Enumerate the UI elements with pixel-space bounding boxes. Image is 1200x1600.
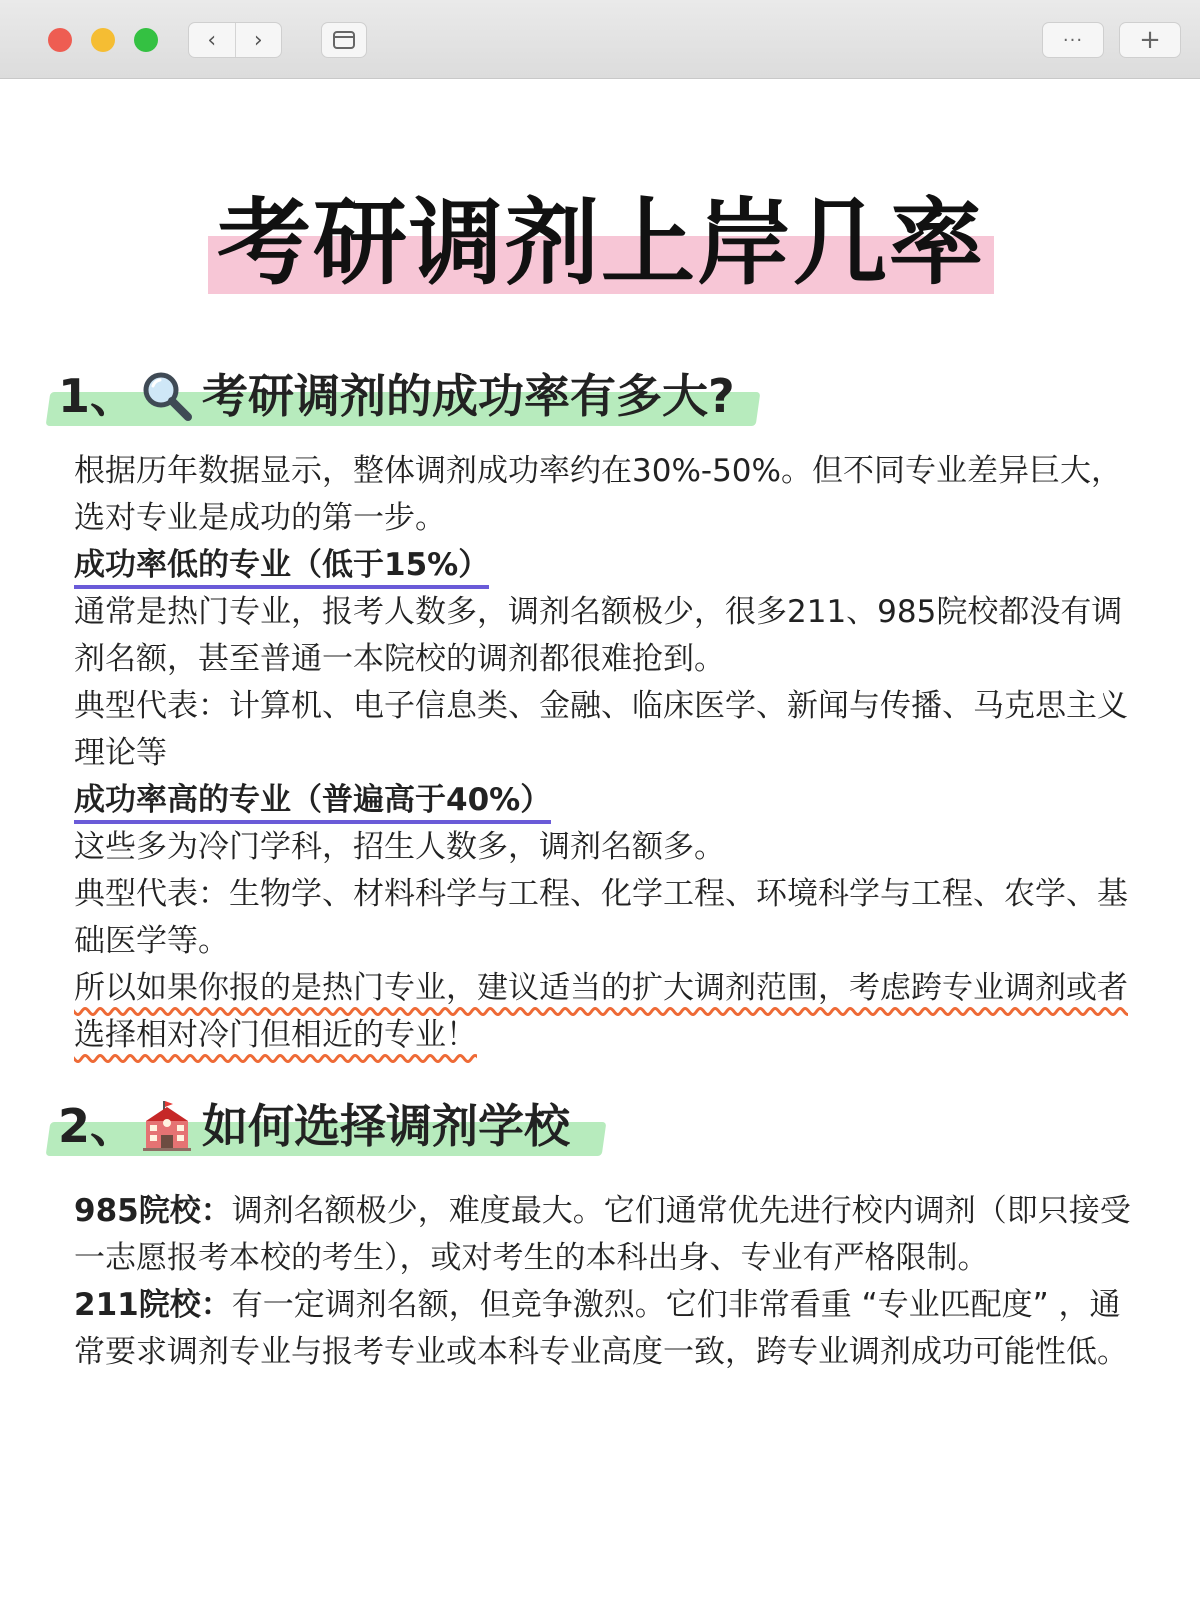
section2-heading xyxy=(48,1094,604,1160)
maximize-window-button[interactable] xyxy=(134,28,158,52)
browser-toolbar xyxy=(0,0,1200,79)
magnifier-icon xyxy=(140,369,194,423)
low-success-description: 通常是热门专业，报考人数多，调剂名额极少，很多211、985院校都没有调剂名额，甚至普通一本院校的调剂都很难抢到。 xyxy=(74,594,1123,677)
ellipsis-icon: ··· xyxy=(1062,29,1084,51)
page-title: 考研调剂上岸几率 xyxy=(216,189,985,298)
forward-button[interactable] xyxy=(235,23,282,57)
school-211-text: 有一定调剂名额，但竞争激烈。它们非常看重 “专业匹配度” ，通常要求调剂专业与报考专业或本科专业高度一致，跨专业调剂成功可能性低。 xyxy=(74,1287,1128,1370)
title-block xyxy=(208,178,994,310)
school-211-label: 211院校： xyxy=(74,1287,232,1323)
page-content xyxy=(0,78,1200,1600)
school-985-label: 985院校： xyxy=(74,1193,232,1229)
low-success-examples: 典型代表：计算机、电子信息类、金融、临床医学、新闻与传播、马克思主义理论等 xyxy=(74,688,1128,771)
section1-number: 1、 xyxy=(58,369,137,423)
navigation-group xyxy=(188,22,282,58)
advice-text: 所以如果你报的是热门专业，建议适当的扩大调剂范围，考虑跨专业调剂或者选择相对冷门但相近的专业！ xyxy=(74,970,1128,1053)
sidebar-icon xyxy=(333,31,355,49)
high-success-subtitle: 成功率高的专业（普遍高于40%） xyxy=(74,780,551,824)
section2-body xyxy=(74,1188,1136,1376)
chevron-right-icon: › xyxy=(253,27,263,53)
intro-paragraph: 根据历年数据显示，整体调剂成功率约在30%-50%。但不同专业差异巨大，选对专业是成功的第一步。 xyxy=(74,453,1122,536)
high-success-examples: 典型代表：生物学、材料科学与工程、化学工程、环境科学与工程、农学、基础医学等。 xyxy=(74,876,1128,959)
high-success-description: 这些多为冷门学科，招生人数多，调剂名额多。 xyxy=(74,829,725,865)
school-985-paragraph xyxy=(74,1188,1136,1282)
chevron-left-icon: ‹ xyxy=(207,27,217,53)
section1-title: 考研调剂的成功率有多大? xyxy=(202,369,735,423)
close-window-button[interactable] xyxy=(48,28,72,52)
school-icon xyxy=(140,1099,194,1153)
section1-body xyxy=(74,448,1136,1059)
more-options-button[interactable] xyxy=(1042,22,1104,58)
plus-icon: + xyxy=(1139,25,1161,55)
new-tab-button[interactable] xyxy=(1119,22,1181,58)
section1-heading xyxy=(48,364,758,430)
school-211-paragraph xyxy=(74,1282,1136,1376)
school-985-text: 调剂名额极少，难度最大。它们通常优先进行校内调剂（即只接受一志愿报考本校的考生），或对考生的本科出身、专业有严格限制。 xyxy=(74,1193,1131,1276)
back-button[interactable] xyxy=(189,23,235,57)
section2-number: 2、 xyxy=(58,1099,137,1153)
minimize-window-button[interactable] xyxy=(91,28,115,52)
sidebar-toggle-button[interactable] xyxy=(321,22,367,58)
section2-title: 如何选择调剂学校 xyxy=(202,1099,571,1153)
low-success-subtitle: 成功率低的专业（低于15%） xyxy=(74,545,489,589)
